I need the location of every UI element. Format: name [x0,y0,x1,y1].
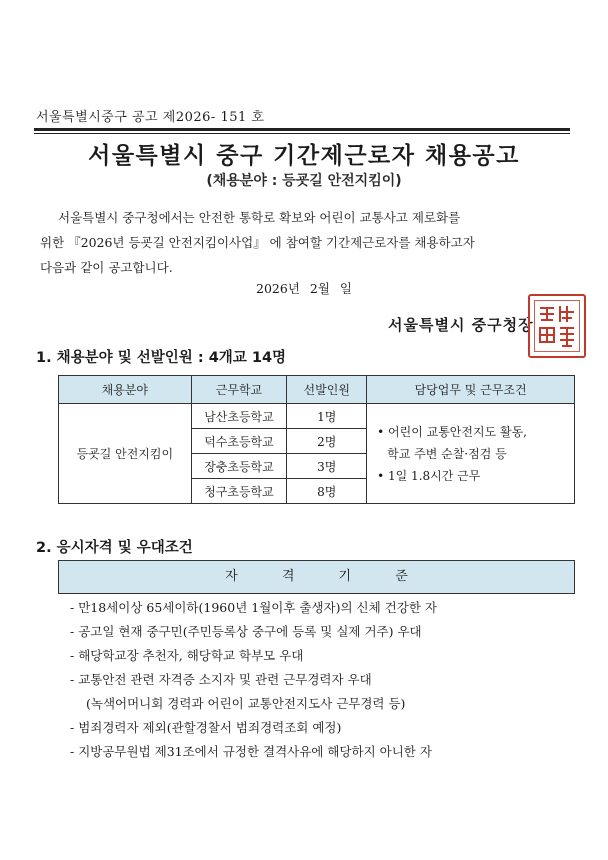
school-cell: 장충초등학교 [191,454,287,479]
count-cell: 1명 [287,404,367,429]
column-header-field: 채용분야 [59,376,192,404]
notice-date: 2026년 2월 일 [256,281,352,296]
header-rule-thin [34,133,570,134]
school-cell: 청구초등학교 [191,479,287,504]
section-1-heading: 1. 채용분야 및 선발인원 : 4개교 14명 [36,350,287,366]
count-cell: 8명 [287,479,367,504]
count-cell: 2명 [287,429,367,454]
list-item: - 만18세이상 65세이하(1960년 1월이후 출생자)의 신체 건강한 자 [70,600,437,615]
seal-glyph-icon [536,302,578,350]
intro-paragraph [40,205,570,280]
field-cell: 등굣길 안전지킴이 [59,404,192,504]
school-cell: 덕수초등학교 [191,429,287,454]
recruitment-table [58,375,575,504]
duties-cell [367,404,575,504]
issuer-name: 서울특별시 중구청장 [388,316,534,334]
list-item: - 교통안전 관련 자격증 소지자 및 관련 근무경력자 우대 [70,672,372,687]
intro-line-1: 서울특별시 중구청에서는 안전한 통학로 확보와 어린이 교통사고 제로화를 [58,210,461,225]
school-cell: 남산초등학교 [191,404,287,429]
duty-item: • 어린이 교통안전지도 활동, [377,424,527,439]
duty-item: 학교 주변 순찰·점검 등 [387,446,507,461]
intro-line-2: 위한 『2026년 등굣길 안전지킴이사업』 에 참여할 기간제근로자를 채용하고자 [40,235,475,250]
column-header-school: 근무학교 [191,376,287,404]
notice-number: 서울특별시중구 공고 제2026- 151 호 [36,110,265,125]
official-seal-icon [528,294,586,358]
qualification-box-title: 자 격 기 준 [58,560,575,594]
header-rule-thick [34,128,570,131]
section-2-heading: 2. 응시자격 및 우대조건 [36,540,193,556]
duty-item: • 1일 1.8시간 근무 [377,468,481,483]
count-cell: 3명 [287,454,367,479]
list-item: - 공고일 현재 중구민(주민등록상 중구에 등록 및 실제 거주) 우대 [70,624,422,639]
page-title: 서울특별시 중구 기간제근로자 채용공고 [88,143,520,169]
list-item: - 해당학교장 추천자, 해당학교 학부모 우대 [70,648,304,663]
column-header-count: 선발인원 [287,376,367,404]
qualification-list [58,596,575,764]
table-header-row [59,376,575,404]
page-subtitle: (채용분야 : 등굣길 안전지킴이) [206,173,402,189]
list-item: - 범죄경력자 제외(관할경찰서 범죄경력조회 예정) [70,720,342,735]
intro-line-3: 다음과 같이 공고합니다. [40,260,173,275]
table-row [59,404,575,429]
list-item: (녹색어머니회 경력과 어린이 교통안전지도사 근무경력 등) [86,696,406,711]
column-header-duties: 담당업무 및 근무조건 [367,376,575,404]
list-item: - 지방공무원법 제31조에서 규정한 결격사유에 해당하지 아니한 자 [70,744,432,759]
